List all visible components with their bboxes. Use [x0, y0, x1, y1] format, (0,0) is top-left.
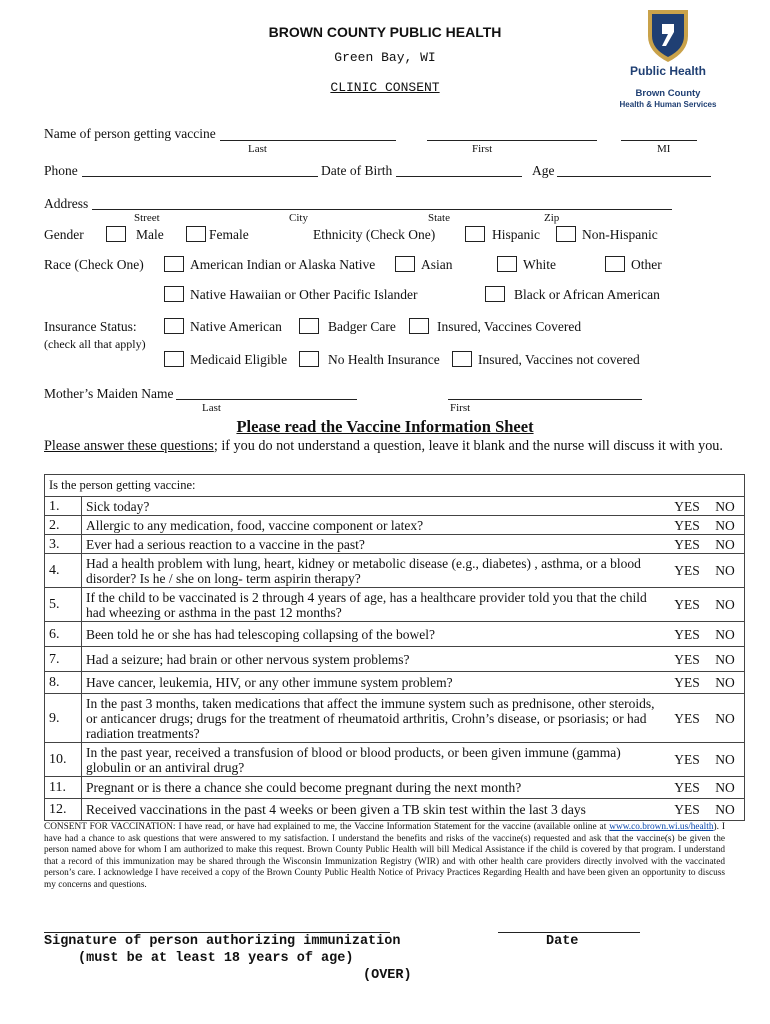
insured-not-covered-label: Insured, Vaccines not covered — [478, 352, 640, 367]
no-option[interactable]: NO — [706, 554, 745, 588]
black-label: Black or African American — [514, 287, 660, 302]
ethnicity-label: Ethnicity (Check One) — [313, 227, 436, 242]
shield-icon — [608, 6, 728, 66]
badger-care-checkbox[interactable] — [299, 318, 319, 334]
yes-option[interactable]: YES — [668, 694, 706, 743]
male-checkbox[interactable] — [106, 226, 126, 242]
no-option[interactable]: NO — [706, 743, 745, 777]
other-race-label: Other — [631, 257, 662, 272]
q-num: 3. — [45, 535, 82, 554]
dob-label: Date of Birth — [321, 163, 393, 178]
q-num: 10. — [45, 743, 82, 777]
city-line: Green Bay, WI — [334, 50, 436, 65]
q-num: 4. — [45, 554, 82, 588]
q-num: 5. — [45, 588, 82, 622]
q-text: Have cancer, leukemia, HIV, or any other immune system problem? — [82, 672, 669, 694]
q-text: In the past year, received a transfusion of blood or blood products, or been given immune (gamma) globulin or an antiviral drug? — [82, 743, 669, 777]
q-text: If the child to be vaccinated is 2 through 4 years of age, has a healthcare provider told you that the child had wheezing or asthma in the past 12 months? — [82, 588, 669, 622]
maiden-last-field[interactable] — [176, 399, 357, 400]
vis-heading: Please read the Vaccine Information Sheet — [236, 417, 534, 436]
q-text: Had a health problem with lung, heart, kidney or metabolic disease (e.g., diabetes) , asthma, or a blood disorder? Is he / she on long- term aspirin therapy? — [82, 554, 669, 588]
dob-field[interactable] — [396, 176, 522, 177]
table-row — [45, 535, 745, 554]
no-option[interactable]: NO — [706, 622, 745, 647]
q-text: In the past 3 months, taken medications that affect the immune system such as prednisone, other steroids, or anticancer drugs; drugs for the treatment of rheumatoid arthritis, Crohn’s disease, or psoriasis; or had radiation treatments? — [82, 694, 669, 743]
logo-line1: Public Health — [629, 64, 706, 78]
name-label: Name of person getting vaccine — [44, 126, 216, 141]
table-row — [45, 743, 745, 777]
yes-option[interactable]: YES — [668, 535, 706, 554]
table-row — [45, 497, 745, 516]
other-race-checkbox[interactable] — [605, 256, 625, 272]
q-text: Sick today? — [82, 497, 669, 516]
insured-covered-checkbox[interactable] — [409, 318, 429, 334]
q-text: Received vaccinations in the past 4 weeks or been given a TB skin test within the last 3 days — [82, 799, 669, 821]
table-row — [45, 647, 745, 672]
medicaid-checkbox[interactable] — [164, 351, 184, 367]
date-label: Date — [546, 934, 579, 949]
yes-option[interactable]: YES — [668, 622, 706, 647]
badger-care-label: Badger Care — [328, 319, 396, 334]
yes-option[interactable]: YES — [668, 777, 706, 799]
female-checkbox[interactable] — [186, 226, 206, 242]
no-option[interactable]: NO — [706, 694, 745, 743]
q-text: Pregnant or is there a chance she could become pregnant during the next month? — [82, 777, 669, 799]
race-label: Race (Check One) — [44, 257, 144, 272]
q-num: 1. — [45, 497, 82, 516]
no-option[interactable]: NO — [706, 535, 745, 554]
street-caption: Street — [134, 212, 160, 224]
mi-caption: MI — [657, 143, 671, 155]
non-hispanic-checkbox[interactable] — [556, 226, 576, 242]
insured-not-covered-checkbox[interactable] — [452, 351, 472, 367]
logo-line3: Health & Human Services — [619, 100, 717, 109]
male-label: Male — [136, 227, 164, 242]
address-field[interactable] — [92, 209, 672, 210]
phone-field[interactable] — [82, 176, 318, 177]
table-row — [45, 694, 745, 743]
no-insurance-label: No Health Insurance — [328, 352, 440, 367]
female-label: Female — [209, 227, 249, 242]
table-row — [45, 672, 745, 694]
yes-option[interactable]: YES — [668, 497, 706, 516]
q-text: Been told he or she has had telescoping collapsing of the bowel? — [82, 622, 669, 647]
table-row — [45, 588, 745, 622]
health-website-link[interactable]: www.co.brown.wi.us/health — [609, 822, 714, 832]
q-num: 12. — [45, 799, 82, 821]
maiden-name-label: Mother’s Maiden Name — [44, 386, 174, 401]
native-american-label: Native American — [190, 319, 282, 334]
hawaiian-checkbox[interactable] — [164, 286, 184, 302]
q-text: Allergic to any medication, food, vaccine component or latex? — [82, 516, 669, 535]
signature-label: Signature of person authorizing immunization — [44, 934, 401, 949]
age-field[interactable] — [557, 176, 711, 177]
insurance-sub: (check all that apply) — [44, 337, 146, 351]
instructions-rest: ; if you do not understand a question, leave it blank and the nurse will discuss it with you. — [213, 438, 723, 454]
yes-option[interactable]: YES — [668, 743, 706, 777]
consent-part1: CONSENT FOR VACCINATION: I have read, or have had explained to me, the Vaccine Information Statement for the vaccine (available online at — [44, 822, 610, 832]
logo-line2: Brown County — [635, 88, 701, 99]
yes-option[interactable]: YES — [668, 588, 706, 622]
maiden-last-caption: Last — [202, 402, 221, 414]
first-caption: First — [472, 143, 493, 155]
yes-option[interactable]: YES — [668, 672, 706, 694]
table-row — [45, 799, 745, 821]
black-checkbox[interactable] — [485, 286, 505, 302]
insured-covered-label: Insured, Vaccines Covered — [437, 319, 582, 334]
zip-caption: Zip — [544, 212, 560, 224]
yes-option[interactable]: YES — [668, 516, 706, 535]
instructions-lead: Please answer these questions — [44, 438, 214, 454]
american-indian-label: American Indian or Alaska Native — [190, 257, 376, 272]
maiden-first-caption: First — [450, 402, 471, 414]
q-num: 9. — [45, 694, 82, 743]
screening-table — [44, 474, 745, 821]
first-name-field[interactable] — [427, 140, 597, 141]
last-caption: Last — [248, 143, 267, 155]
q-num: 11. — [45, 777, 82, 799]
q-text: Ever had a serious reaction to a vaccine in the past? — [82, 535, 669, 554]
white-checkbox[interactable] — [497, 256, 517, 272]
yes-option[interactable]: YES — [668, 799, 706, 821]
hawaiian-label: Native Hawaiian or Other Pacific Islander — [190, 287, 418, 302]
address-label: Address — [44, 196, 89, 211]
non-hispanic-label: Non-Hispanic — [582, 227, 658, 242]
last-name-field[interactable] — [220, 140, 396, 141]
yes-option[interactable]: YES — [668, 554, 706, 588]
signature-field[interactable] — [44, 932, 390, 933]
table-row — [45, 554, 745, 588]
table-header: Is the person getting vaccine: — [45, 475, 745, 497]
hispanic-label: Hispanic — [492, 227, 540, 242]
gender-label: Gender — [44, 227, 84, 242]
q-text: Had a seizure; had brain or other nervous system problems? — [82, 647, 669, 672]
age-requirement-note: (must be at least 18 years of age) — [78, 951, 354, 966]
no-option[interactable]: NO — [706, 497, 745, 516]
city-caption: City — [289, 212, 308, 224]
consent-part2: ). I have had a chance to ask questions that were answered to my satisfaction. I understand the benefits and risks of the vaccine(s) requested and ask that the vaccine(s) be given the person named above for whom I am authorized to make this request. Brown County Public Health will bill Medical Assistance if the child is covered by that program. I understand that a record of this immunization may be shared through the Wisconsin Immunization Registry (WIR) and with other health care providers directly involved with the vaccinated person’s care. I acknowledge I have received a copy of the Brown County Public Health Notice of Privacy Practices Regarding Health and have been given an opportunity to discuss my concerns and questions. — [44, 822, 725, 890]
american-indian-checkbox[interactable] — [164, 256, 184, 272]
mi-field[interactable] — [621, 140, 697, 141]
no-option[interactable]: NO — [706, 672, 745, 694]
consent-paragraph — [44, 822, 725, 892]
no-option[interactable]: NO — [706, 588, 745, 622]
native-american-checkbox[interactable] — [164, 318, 184, 334]
no-option[interactable]: NO — [706, 799, 745, 821]
phone-label: Phone — [44, 163, 78, 178]
age-label: Age — [532, 163, 555, 178]
q-num: 7. — [45, 647, 82, 672]
white-label: White — [523, 257, 556, 272]
insurance-label: Insurance Status: — [44, 319, 137, 334]
table-row — [45, 622, 745, 647]
table-row — [45, 516, 745, 535]
asian-checkbox[interactable] — [395, 256, 415, 272]
brown-county-logo — [608, 6, 728, 114]
yes-option[interactable]: YES — [668, 647, 706, 672]
org-title: BROWN COUNTY PUBLIC HEALTH — [268, 24, 502, 40]
no-insurance-checkbox[interactable] — [299, 351, 319, 367]
asian-label: Asian — [421, 257, 453, 272]
instructions-text — [44, 438, 734, 455]
q-num: 6. — [45, 622, 82, 647]
no-option[interactable]: NO — [706, 777, 745, 799]
over-label: (OVER) — [363, 968, 412, 983]
table-row — [45, 777, 745, 799]
no-option[interactable]: NO — [706, 516, 745, 535]
hispanic-checkbox[interactable] — [465, 226, 485, 242]
maiden-first-field[interactable] — [448, 399, 642, 400]
no-option[interactable]: NO — [706, 647, 745, 672]
date-field[interactable] — [498, 932, 640, 933]
state-caption: State — [428, 212, 450, 224]
medicaid-label: Medicaid Eligible — [190, 352, 288, 367]
q-num: 8. — [45, 672, 82, 694]
form-title: CLINIC CONSENT — [330, 80, 440, 95]
q-num: 2. — [45, 516, 82, 535]
